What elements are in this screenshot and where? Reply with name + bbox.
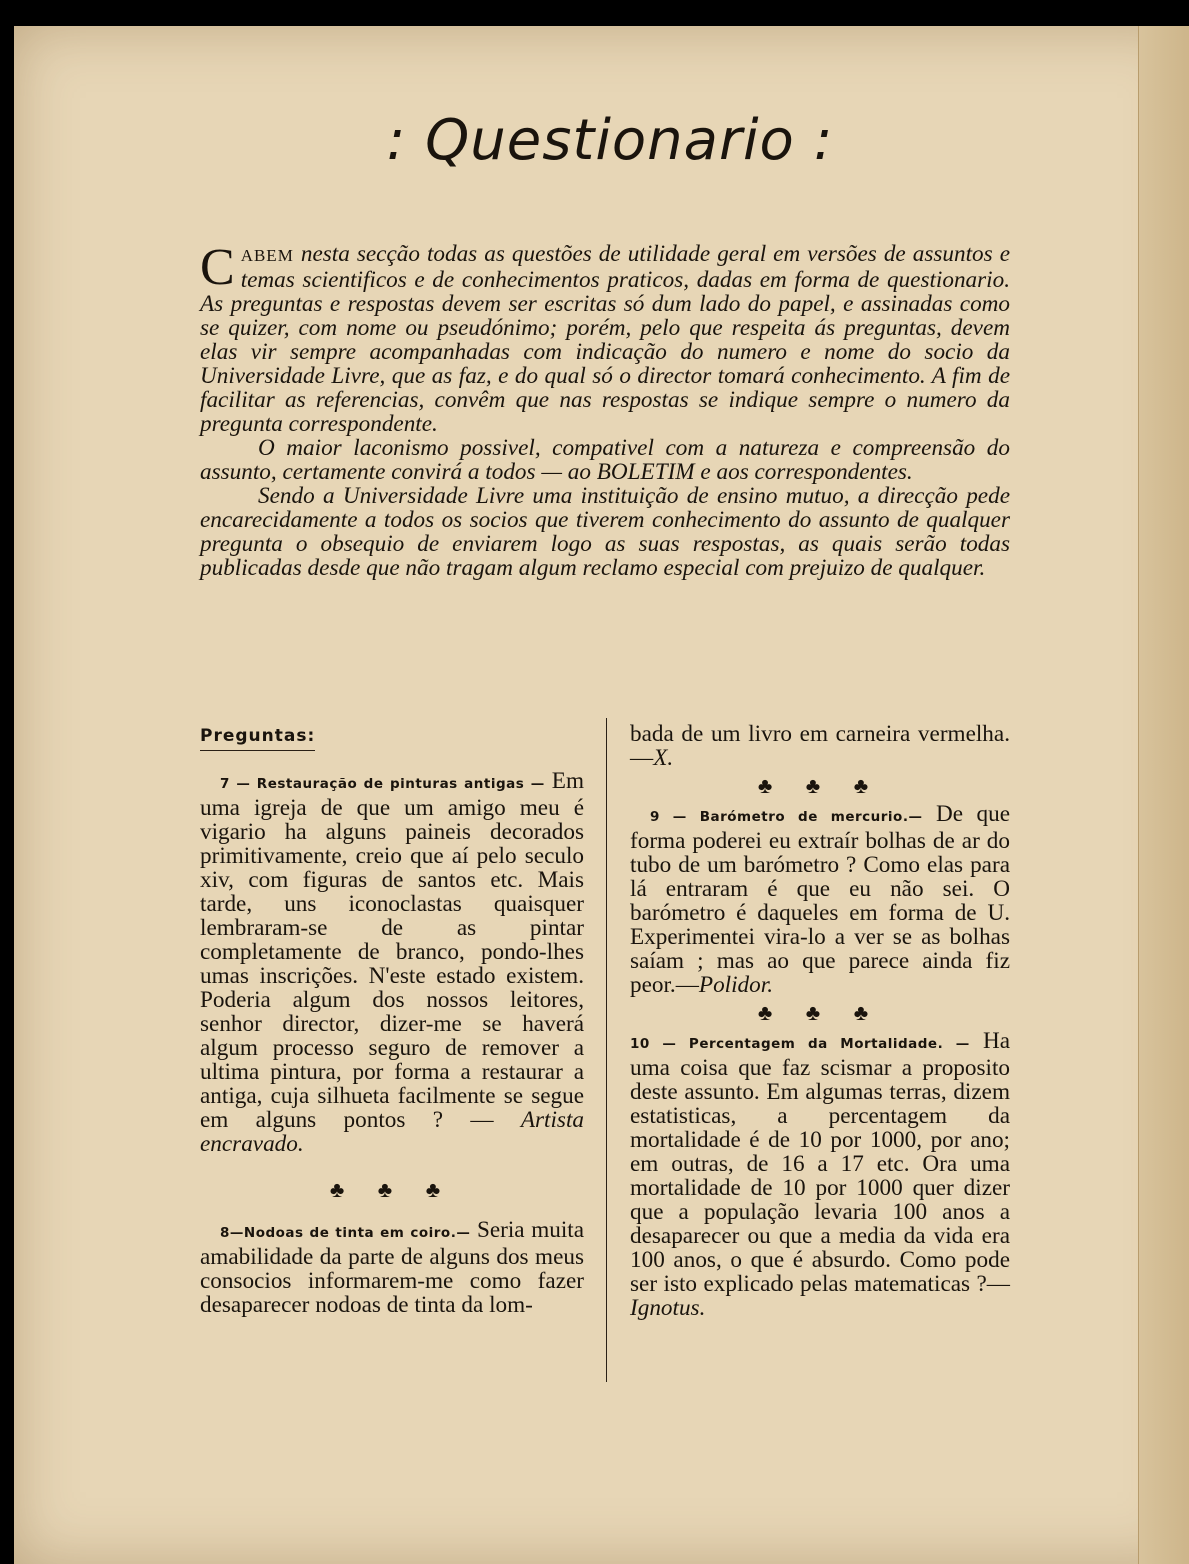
question-7 [200,769,584,1156]
question-10 [630,1029,1010,1320]
dropcap: C [200,239,235,296]
question-8-continued-text: bada de um livro em carneira vermelha.—X. [630,721,1010,771]
question-9 [630,802,1010,997]
left-column [200,722,584,1317]
section-heading: Preguntas: [200,724,315,751]
ornament-divider: ♣ ♣ ♣ [329,1177,455,1202]
question-8-title: 8—Nodoas de tinta em coiro.— [220,1225,471,1241]
ornament-divider: ♣ ♣ ♣ [757,1000,883,1025]
question-9-signature: Polidor. [698,972,773,998]
question-9-title: 9 — Barómetro de mercurio.— [650,809,923,825]
intro-smallcaps: ABEM [240,246,294,265]
column-divider [606,718,607,1382]
intro-paragraph-1: nesta secção todas as questões de utilidade geral em versões de assuntos e temas scientificos e de conhecimentos praticos, dadas em forma de questionario. As preguntas e respostas devem ser escritas só dum lado do papel, e assinadas como se quizer, com nome ou pseudónimo; porém, pelo que respeita ás preguntas, devem elas vir sempre acompanhadas com indicação do numero e nome do socio da Universidade Livre, que as faz, e do qual só o director tomará conhecimento. A fim de facilitar as referencias, convêm que nas respostas se indique sempre o numero da pregunta correspondente. [200,241,1010,437]
question-8-body: Seria muita amabilidade da parte de alguns dos meus consocios informarem-me como fazer desaparecer nodoas de tinta da lom- [200,1217,584,1318]
question-7-signature: Artista encravado. [200,1107,584,1157]
question-10-title: 10 — Percentagem da Mortalidade. — [630,1036,970,1052]
page-title: : Questionario : [386,108,834,173]
question-9-body: De que forma poderei eu extraír bolhas de ar do tubo de um barómetro ? Como elas para lá entraram é que eu não sei. O barómetro é daqueles em forma de U. Experimentei vira-lo a ver se as bolhas saíam ; mas ao que parece ainda fiz peor.— [630,801,1010,998]
question-8 [200,1218,584,1317]
intro-text [200,239,1010,581]
question-10-body: Ha uma coisa que faz scismar a proposito deste assunto. Em algumas terras, dizem estatisticas, a percentagem da mortalidade é de 10 por 1000, por ano; em outras, de 16 a 17 etc. Ora uma mortalidade de 10 por 1000 quer dizer que a população levaria 100 anos a desaparecer ou que a media da vida era 100 anos, o que é absurdo. Como pode ser isto explicado pelas matematicas ?— [630,1028,1010,1297]
question-10-signature: Ignotus. [630,1295,706,1321]
question-7-title: 7 — Restauração de pinturas antigas — [220,776,545,792]
question-7-body: Em uma igreja de que um amigo meu é vigario ha alguns paineis decorados primitivamente, creio que aí pelo seculo xiv, com figuras de santos etc. Mais tarde, uns iconoclastas quaisquer lembraram-se de as pintar completamente de branco, pondo-lhes umas inscrições. N'este estado existem. Poderia algum dos nossos leitores, senhor director, dizer-me se haverá algum processo seguro de remover a ultima pintura, por forma a restaurar a antiga, cuja silhueta facilmente se segue em alguns pontos ? — [200,768,584,1133]
question-8-continued [630,722,1010,770]
intro-paragraph-2: O maior laconismo possivel, compativel com a natureza e compreensão do assunto, certamente convirá a todos — ao BOLETIM e aos correspondentes. [200,435,1010,485]
page-edge [1138,26,1189,1564]
ornament-divider: ♣ ♣ ♣ [757,773,883,798]
right-column [630,722,1010,1320]
intro-paragraph-3: Sendo a Universidade Livre uma instituição de ensino mutuo, a direcção pede encarecidamente a todos os socios que tiverem conhecimento do assunto de qualquer pregunta o obsequio de enviarem logo as suas respostas, as quais serão todas publicadas desde que não tragam algum reclamo especial com prejuizo de qualquer. [200,483,1010,581]
